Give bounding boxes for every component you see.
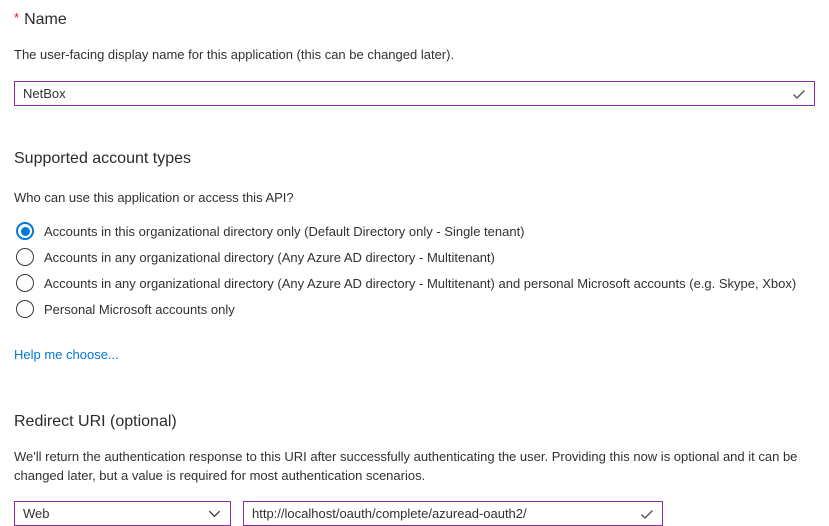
platform-select-value: Web: [23, 506, 50, 521]
name-section: [14, 10, 815, 106]
account-types-section: [14, 149, 815, 364]
radio-icon: [16, 248, 34, 266]
name-description: The user-facing display name for this application (this can be changed later).: [14, 47, 455, 62]
redirect-uri-section: [14, 412, 815, 526]
radio-option-label: Accounts in any organizational directory (Any Azure AD directory - Multitenant) and personal Microsoft accounts (e.g. Skype, Xbox): [44, 275, 797, 291]
radio-option-label: Accounts in any organizational directory (Any Azure AD directory - Multitenant): [44, 249, 495, 265]
radio-option-multitenant[interactable]: [14, 244, 815, 270]
redirect-uri-input[interactable]: [244, 502, 662, 525]
redirect-uri-description: We'll return the authentication response to this URI after successfully authenticating the user. Providing this now is optional and it can be changed later, but a value is required for most authentication scenarios.: [14, 449, 798, 483]
radio-option-personal-only[interactable]: [14, 296, 815, 322]
radio-option-multitenant-personal[interactable]: [14, 270, 815, 296]
redirect-uri-title: Redirect URI (optional): [14, 413, 177, 430]
help-me-choose-link[interactable]: Help me choose...: [14, 347, 119, 362]
account-types-question: Who can use this application or access this API?: [14, 190, 294, 205]
account-types-radio-group: [14, 218, 815, 322]
radio-icon: [16, 274, 34, 292]
name-input[interactable]: [15, 82, 814, 105]
name-title-text: Name: [24, 11, 67, 28]
radio-option-label: Accounts in this organizational directory only (Default Directory only - Single tenant): [44, 223, 525, 239]
redirect-uri-controls: [14, 501, 815, 526]
required-asterisk: *: [14, 10, 20, 25]
radio-option-label: Personal Microsoft accounts only: [44, 301, 235, 317]
redirect-uri-field: [243, 501, 663, 526]
platform-select[interactable]: [14, 501, 231, 526]
account-types-title: Supported account types: [14, 150, 192, 167]
name-section-title: [14, 10, 815, 30]
radio-option-single-tenant[interactable]: [14, 218, 815, 244]
chevron-down-icon: [207, 506, 222, 521]
radio-icon: [16, 222, 34, 240]
radio-icon: [16, 300, 34, 318]
name-field: [14, 81, 815, 106]
